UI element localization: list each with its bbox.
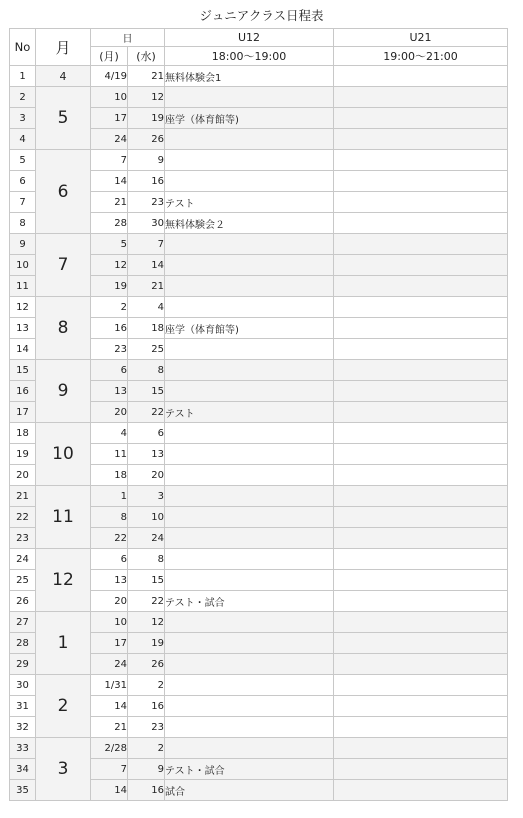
u21-event: [334, 66, 508, 87]
wednesday-date: 23: [128, 717, 165, 738]
u21-event: [334, 192, 508, 213]
u12-event: [165, 171, 334, 192]
row-number: 13: [10, 318, 36, 339]
row-number: 1: [10, 66, 36, 87]
row-number: 34: [10, 759, 36, 780]
table-row: [10, 360, 508, 381]
monday-date: 14: [91, 696, 128, 717]
month-cell: 7: [36, 234, 91, 297]
u12-event: [165, 717, 334, 738]
wednesday-date: 2: [128, 738, 165, 759]
month-cell: 8: [36, 297, 91, 360]
header-wednesday: (水): [128, 47, 165, 66]
wednesday-date: 7: [128, 234, 165, 255]
row-number: 30: [10, 675, 36, 696]
month-cell: 3: [36, 738, 91, 801]
u12-event: 無料体験会1: [165, 66, 334, 87]
monday-date: 24: [91, 129, 128, 150]
u12-event: [165, 738, 334, 759]
table-header: [10, 29, 508, 66]
header-u21: U21: [334, 29, 508, 47]
u21-event: [334, 87, 508, 108]
table-row: [10, 738, 508, 759]
table-row: [10, 150, 508, 171]
wednesday-date: 22: [128, 402, 165, 423]
u12-event: [165, 87, 334, 108]
wednesday-date: 12: [128, 87, 165, 108]
wednesday-date: 2: [128, 675, 165, 696]
monday-date: 20: [91, 402, 128, 423]
u12-event: 無料体験会２: [165, 213, 334, 234]
wednesday-date: 23: [128, 192, 165, 213]
u12-event: [165, 465, 334, 486]
monday-date: 6: [91, 549, 128, 570]
header-day: 日: [91, 29, 165, 47]
table-row: [10, 423, 508, 444]
u21-event: [334, 360, 508, 381]
row-number: 16: [10, 381, 36, 402]
u12-event: テスト・試合: [165, 759, 334, 780]
row-number: 4: [10, 129, 36, 150]
monday-date: 14: [91, 171, 128, 192]
wednesday-date: 21: [128, 276, 165, 297]
month-cell: 2: [36, 675, 91, 738]
monday-date: 4/19: [91, 66, 128, 87]
u21-event: [334, 591, 508, 612]
wednesday-date: 13: [128, 444, 165, 465]
row-number: 6: [10, 171, 36, 192]
header-u12: U12: [165, 29, 334, 47]
wednesday-date: 16: [128, 780, 165, 801]
monday-date: 21: [91, 192, 128, 213]
u12-event: [165, 150, 334, 171]
u21-event: [334, 675, 508, 696]
u12-event: [165, 696, 334, 717]
u12-event: 座学（体育館等): [165, 108, 334, 129]
u21-event: [334, 612, 508, 633]
u12-event: [165, 297, 334, 318]
row-number: 14: [10, 339, 36, 360]
u21-event: [334, 234, 508, 255]
row-number: 35: [10, 780, 36, 801]
wednesday-date: 22: [128, 591, 165, 612]
monday-date: 10: [91, 612, 128, 633]
u12-event: [165, 234, 334, 255]
u12-event: テスト: [165, 192, 334, 213]
u21-event: [334, 213, 508, 234]
monday-date: 14: [91, 780, 128, 801]
wednesday-date: 18: [128, 318, 165, 339]
u21-event: [334, 486, 508, 507]
row-number: 15: [10, 360, 36, 381]
row-number: 7: [10, 192, 36, 213]
monday-date: 4: [91, 423, 128, 444]
table-row: [10, 675, 508, 696]
u12-event: [165, 255, 334, 276]
wednesday-date: 21: [128, 66, 165, 87]
u21-event: [334, 654, 508, 675]
table-row: [10, 66, 508, 87]
row-number: 23: [10, 528, 36, 549]
wednesday-date: 30: [128, 213, 165, 234]
u21-event: [334, 759, 508, 780]
monday-date: 18: [91, 465, 128, 486]
wednesday-date: 16: [128, 696, 165, 717]
wednesday-date: 24: [128, 528, 165, 549]
wednesday-date: 10: [128, 507, 165, 528]
row-number: 10: [10, 255, 36, 276]
u12-event: テスト: [165, 402, 334, 423]
row-number: 22: [10, 507, 36, 528]
u21-event: [334, 738, 508, 759]
u12-event: [165, 528, 334, 549]
monday-date: 2: [91, 297, 128, 318]
u12-event: [165, 675, 334, 696]
u12-event: [165, 423, 334, 444]
page-title: ジュニアクラス日程表: [199, 8, 324, 23]
header-no: No: [10, 29, 36, 66]
wednesday-date: 3: [128, 486, 165, 507]
row-number: 31: [10, 696, 36, 717]
wednesday-date: 9: [128, 759, 165, 780]
monday-date: 12: [91, 255, 128, 276]
row-number: 18: [10, 423, 36, 444]
table-row: [10, 612, 508, 633]
month-cell: 1: [36, 612, 91, 675]
wednesday-date: 20: [128, 465, 165, 486]
wednesday-date: 15: [128, 381, 165, 402]
wednesday-date: 19: [128, 633, 165, 654]
monday-date: 24: [91, 654, 128, 675]
u12-event: [165, 129, 334, 150]
u12-event: [165, 654, 334, 675]
monday-date: 13: [91, 570, 128, 591]
month-cell: 4: [36, 66, 91, 87]
wednesday-date: 6: [128, 423, 165, 444]
row-number: 19: [10, 444, 36, 465]
monday-date: 8: [91, 507, 128, 528]
monday-date: 19: [91, 276, 128, 297]
row-number: 5: [10, 150, 36, 171]
table-body: [10, 66, 508, 801]
monday-date: 1/31: [91, 675, 128, 696]
u21-event: [334, 150, 508, 171]
wednesday-date: 15: [128, 570, 165, 591]
u21-event: [334, 696, 508, 717]
header-monday: (月): [91, 47, 128, 66]
row-number: 25: [10, 570, 36, 591]
monday-date: 6: [91, 360, 128, 381]
row-number: 29: [10, 654, 36, 675]
u21-event: [334, 402, 508, 423]
u21-event: [334, 780, 508, 801]
table-row: [10, 234, 508, 255]
row-number: 26: [10, 591, 36, 612]
row-number: 2: [10, 87, 36, 108]
u12-event: テスト・試合: [165, 591, 334, 612]
row-number: 21: [10, 486, 36, 507]
u21-event: [334, 633, 508, 654]
u12-event: [165, 507, 334, 528]
u12-event: [165, 276, 334, 297]
u12-event: [165, 570, 334, 591]
wednesday-date: 16: [128, 171, 165, 192]
table-row: [10, 486, 508, 507]
u21-event: [334, 108, 508, 129]
row-number: 12: [10, 297, 36, 318]
u12-event: [165, 612, 334, 633]
row-number: 17: [10, 402, 36, 423]
table-row: [10, 297, 508, 318]
month-cell: 10: [36, 423, 91, 486]
u21-event: [334, 423, 508, 444]
month-cell: 6: [36, 150, 91, 234]
table-row: [10, 87, 508, 108]
row-number: 32: [10, 717, 36, 738]
u21-event: [334, 339, 508, 360]
wednesday-date: 8: [128, 360, 165, 381]
monday-date: 7: [91, 150, 128, 171]
u12-event: 試合: [165, 780, 334, 801]
monday-date: 5: [91, 234, 128, 255]
u21-event: [334, 255, 508, 276]
u12-event: [165, 381, 334, 402]
monday-date: 1: [91, 486, 128, 507]
u21-event: [334, 444, 508, 465]
u21-event: [334, 276, 508, 297]
monday-date: 21: [91, 717, 128, 738]
u21-event: [334, 570, 508, 591]
u21-event: [334, 717, 508, 738]
row-number: 9: [10, 234, 36, 255]
wednesday-date: 8: [128, 549, 165, 570]
u12-event: [165, 486, 334, 507]
row-number: 28: [10, 633, 36, 654]
monday-date: 13: [91, 381, 128, 402]
u21-event: [334, 171, 508, 192]
monday-date: 17: [91, 108, 128, 129]
u12-event: [165, 549, 334, 570]
wednesday-date: 26: [128, 129, 165, 150]
u21-event: [334, 297, 508, 318]
month-cell: 11: [36, 486, 91, 549]
u21-event: [334, 318, 508, 339]
monday-date: 28: [91, 213, 128, 234]
header-u21-time: 19:00〜21:00: [334, 47, 508, 66]
wednesday-date: 9: [128, 150, 165, 171]
u21-event: [334, 465, 508, 486]
schedule-table: [9, 28, 508, 801]
u12-event: [165, 339, 334, 360]
monday-date: 10: [91, 87, 128, 108]
monday-date: 22: [91, 528, 128, 549]
month-cell: 9: [36, 360, 91, 423]
wednesday-date: 12: [128, 612, 165, 633]
u21-event: [334, 507, 508, 528]
monday-date: 7: [91, 759, 128, 780]
row-number: 3: [10, 108, 36, 129]
header-u12-time: 18:00〜19:00: [165, 47, 334, 66]
u12-event: 座学（体育館等): [165, 318, 334, 339]
u12-event: [165, 633, 334, 654]
u12-event: [165, 360, 334, 381]
u21-event: [334, 549, 508, 570]
wednesday-date: 25: [128, 339, 165, 360]
monday-date: 23: [91, 339, 128, 360]
u21-event: [334, 381, 508, 402]
row-number: 11: [10, 276, 36, 297]
wednesday-date: 26: [128, 654, 165, 675]
monday-date: 16: [91, 318, 128, 339]
table-row: [10, 549, 508, 570]
row-number: 27: [10, 612, 36, 633]
wednesday-date: 14: [128, 255, 165, 276]
month-cell: 12: [36, 549, 91, 612]
u21-event: [334, 129, 508, 150]
monday-date: 11: [91, 444, 128, 465]
monday-date: 20: [91, 591, 128, 612]
wednesday-date: 4: [128, 297, 165, 318]
month-cell: 5: [36, 87, 91, 150]
monday-date: 2/28: [91, 738, 128, 759]
u12-event: [165, 444, 334, 465]
row-number: 8: [10, 213, 36, 234]
monday-date: 17: [91, 633, 128, 654]
wednesday-date: 19: [128, 108, 165, 129]
header-month: 月: [36, 29, 91, 66]
u21-event: [334, 528, 508, 549]
row-number: 24: [10, 549, 36, 570]
row-number: 33: [10, 738, 36, 759]
row-number: 20: [10, 465, 36, 486]
